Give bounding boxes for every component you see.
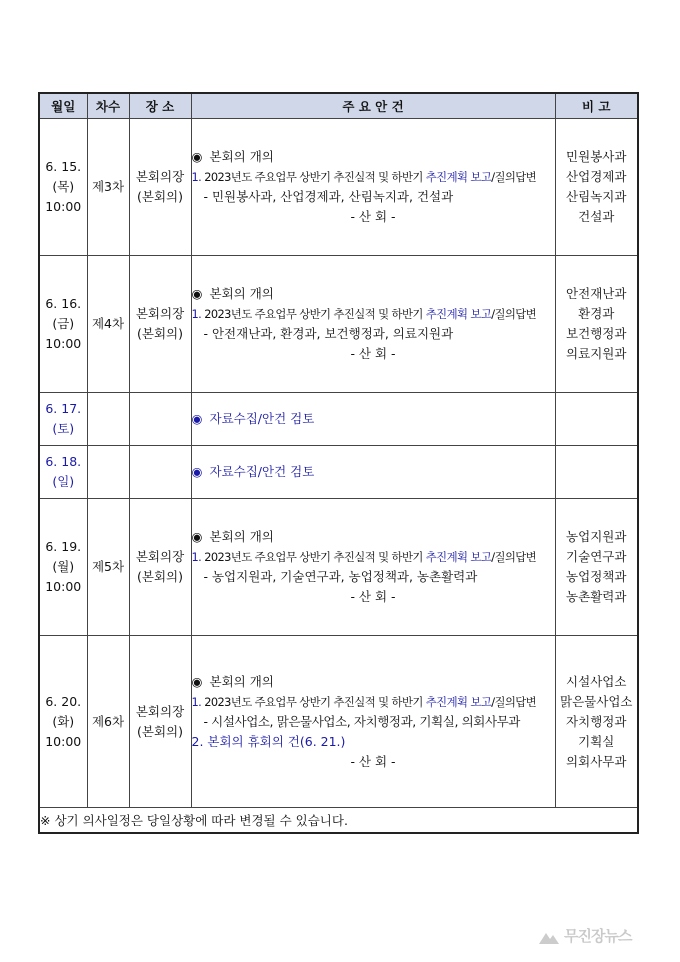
date-cell: [39, 256, 87, 393]
table-row: [39, 119, 638, 256]
session-cell: [87, 393, 129, 446]
department-list: - 민원봉사과, 산업경제과, 산림녹지과, 건설과: [203, 189, 454, 204]
agenda-cell: [191, 256, 555, 393]
place-text: 본회의장: [135, 306, 185, 321]
agenda-item: [192, 304, 555, 324]
remark-line: 농업지원과: [566, 529, 627, 544]
agenda-item-2: 2. 본회의 휴회의 건(6. 21.): [191, 733, 346, 749]
department-list: - 안전재난과, 환경과, 보건행정과, 의료지원과: [203, 326, 454, 341]
circled-dot-icon: ◉: [191, 464, 203, 479]
date-text: 6. 19.: [45, 539, 82, 554]
weekday-text: (일): [52, 474, 75, 489]
date-text: 6. 15.: [45, 159, 82, 174]
mountain-logo-icon: [538, 929, 560, 945]
place-cell: [129, 636, 191, 808]
remarks-cell: [555, 499, 638, 636]
place-cell: [129, 499, 191, 636]
weekday-text: (화): [52, 713, 75, 729]
remark-line: 민원봉사과: [566, 149, 627, 164]
item-highlight: 추진계획 보고: [425, 550, 492, 564]
place-text: 본회의장: [135, 169, 185, 184]
circled-dot-icon: ◉: [191, 286, 203, 301]
header-remarks: 비 고: [555, 93, 638, 119]
agenda-cell: [191, 446, 555, 499]
table-row: [39, 256, 638, 393]
place-sub-text: (본회의): [137, 723, 183, 739]
item-suffix: /질의답변: [491, 694, 537, 709]
remark-line: 건설과: [578, 209, 615, 224]
header-agenda: 주 요 안 건: [191, 93, 555, 119]
date-cell: [39, 393, 87, 446]
item-suffix: /질의답변: [491, 550, 537, 564]
time-text: 10:00: [45, 733, 82, 749]
place-text: 본회의장: [135, 549, 185, 564]
department-list: - 농업지원과, 기술연구과, 농업정책과, 농촌활력과: [203, 569, 478, 584]
table-row: [39, 499, 638, 636]
remark-line: 안전재난과: [566, 286, 627, 301]
department-list: - 시설사업소, 맑은물사업소, 자치행정과, 기획실, 의회사무과: [203, 713, 520, 729]
date-cell: [39, 119, 87, 256]
session-cell: [87, 446, 129, 499]
header-date: 월일: [39, 93, 87, 119]
session-cell: 제4차: [87, 256, 129, 393]
watermark: [538, 925, 668, 951]
remarks-cell: [555, 636, 638, 808]
header-place: 장 소: [129, 93, 191, 119]
adjourn-text: - 산 회 -: [350, 346, 396, 361]
table-row: [39, 636, 638, 808]
remark-line: 의료지원과: [566, 346, 627, 361]
circled-dot-icon: ◉: [191, 529, 203, 544]
item-number: 1.: [191, 307, 202, 321]
time-text: 10:00: [45, 579, 82, 594]
date-text: 6. 20.: [45, 693, 82, 709]
circled-dot-icon: ◉: [191, 673, 203, 689]
item-text: 2023년도 주요업무 상반기 추진실적 및 하반기: [204, 550, 426, 564]
item-highlight: 추진계획 보고: [425, 170, 492, 184]
item-number: 1.: [191, 170, 202, 184]
session-cell: 제3차: [87, 119, 129, 256]
agenda-item: [192, 547, 555, 567]
header-session: 차수: [87, 93, 129, 119]
remark-line: 농촌활력과: [566, 589, 627, 604]
remarks-cell: [555, 119, 638, 256]
opening-text: 본회의 개의: [209, 286, 274, 301]
remark-line: 농업정책과: [566, 569, 627, 584]
item-text: 2023년도 주요업무 상반기 추진실적 및 하반기: [204, 170, 426, 184]
agenda-cell: [191, 393, 555, 446]
remark-line: 맑은물사업소: [560, 693, 633, 709]
session-cell: 제5차: [87, 499, 129, 636]
remark-line: 기획실: [578, 733, 615, 749]
date-text: 6. 18.: [45, 454, 82, 469]
agenda-text: 자료수집/안건 검토: [209, 464, 315, 479]
header-row: [39, 93, 638, 119]
circled-dot-icon: ◉: [191, 149, 203, 164]
time-text: 10:00: [45, 199, 82, 214]
agenda-item: [192, 167, 555, 187]
item-number: 1.: [191, 550, 202, 564]
item-text: 2023년도 주요업무 상반기 추진실적 및 하반기: [204, 694, 426, 709]
weekday-text: (월): [52, 559, 75, 574]
place-cell: [129, 393, 191, 446]
agenda-cell: [191, 499, 555, 636]
date-cell: [39, 499, 87, 636]
remark-line: 기술연구과: [566, 549, 627, 564]
remark-line: 산업경제과: [566, 169, 627, 184]
opening-text: 본회의 개의: [209, 529, 274, 544]
remarks-cell: [555, 446, 638, 499]
place-sub-text: (본회의): [137, 569, 183, 584]
session-cell: 제6차: [87, 636, 129, 808]
place-cell: [129, 446, 191, 499]
remarks-cell: [555, 256, 638, 393]
place-sub-text: (본회의): [137, 326, 183, 341]
adjourn-text: - 산 회 -: [350, 209, 396, 224]
adjourn-text: - 산 회 -: [350, 753, 396, 769]
opening-text: 본회의 개의: [209, 149, 274, 164]
footnote-row: [39, 808, 638, 834]
place-cell: [129, 119, 191, 256]
weekday-text: (토): [52, 421, 75, 436]
item-suffix: /질의답변: [491, 170, 537, 184]
agenda-cell: [191, 119, 555, 256]
agenda-cell: [191, 636, 555, 808]
remark-line: 보건행정과: [566, 326, 627, 341]
item-text: 2023년도 주요업무 상반기 추진실적 및 하반기: [204, 307, 426, 321]
footnote: ※ 상기 의사일정은 당일상황에 따라 변경될 수 있습니다.: [39, 808, 638, 834]
circled-dot-icon: ◉: [191, 411, 203, 426]
remark-line: 환경과: [578, 306, 615, 321]
remark-line: 산림녹지과: [566, 189, 627, 204]
table-row: [39, 446, 638, 499]
agenda-item: [192, 692, 555, 712]
remark-line: 시설사업소: [566, 673, 627, 689]
agenda-text: 자료수집/안건 검토: [209, 411, 315, 426]
item-highlight: 추진계획 보고: [425, 694, 492, 709]
adjourn-text: - 산 회 -: [350, 589, 396, 604]
remarks-cell: [555, 393, 638, 446]
watermark-text: 무진장뉴스: [564, 927, 632, 945]
date-cell: [39, 636, 87, 808]
weekday-text: (금): [52, 316, 75, 331]
table-row: [39, 393, 638, 446]
opening-text: 본회의 개의: [209, 673, 274, 689]
place-text: 본회의장: [135, 703, 185, 719]
weekday-text: (목): [52, 179, 75, 194]
schedule-table: [38, 92, 639, 834]
item-highlight: 추진계획 보고: [425, 307, 492, 321]
item-number: 1.: [191, 694, 202, 709]
date-text: 6. 16.: [45, 296, 82, 311]
date-text: 6. 17.: [45, 401, 82, 416]
remark-line: 자치행정과: [566, 713, 627, 729]
time-text: 10:00: [45, 336, 82, 351]
item-suffix: /질의답변: [491, 307, 537, 321]
remark-line: 의회사무과: [566, 753, 627, 769]
place-cell: [129, 256, 191, 393]
place-sub-text: (본회의): [137, 189, 183, 204]
date-cell: [39, 446, 87, 499]
